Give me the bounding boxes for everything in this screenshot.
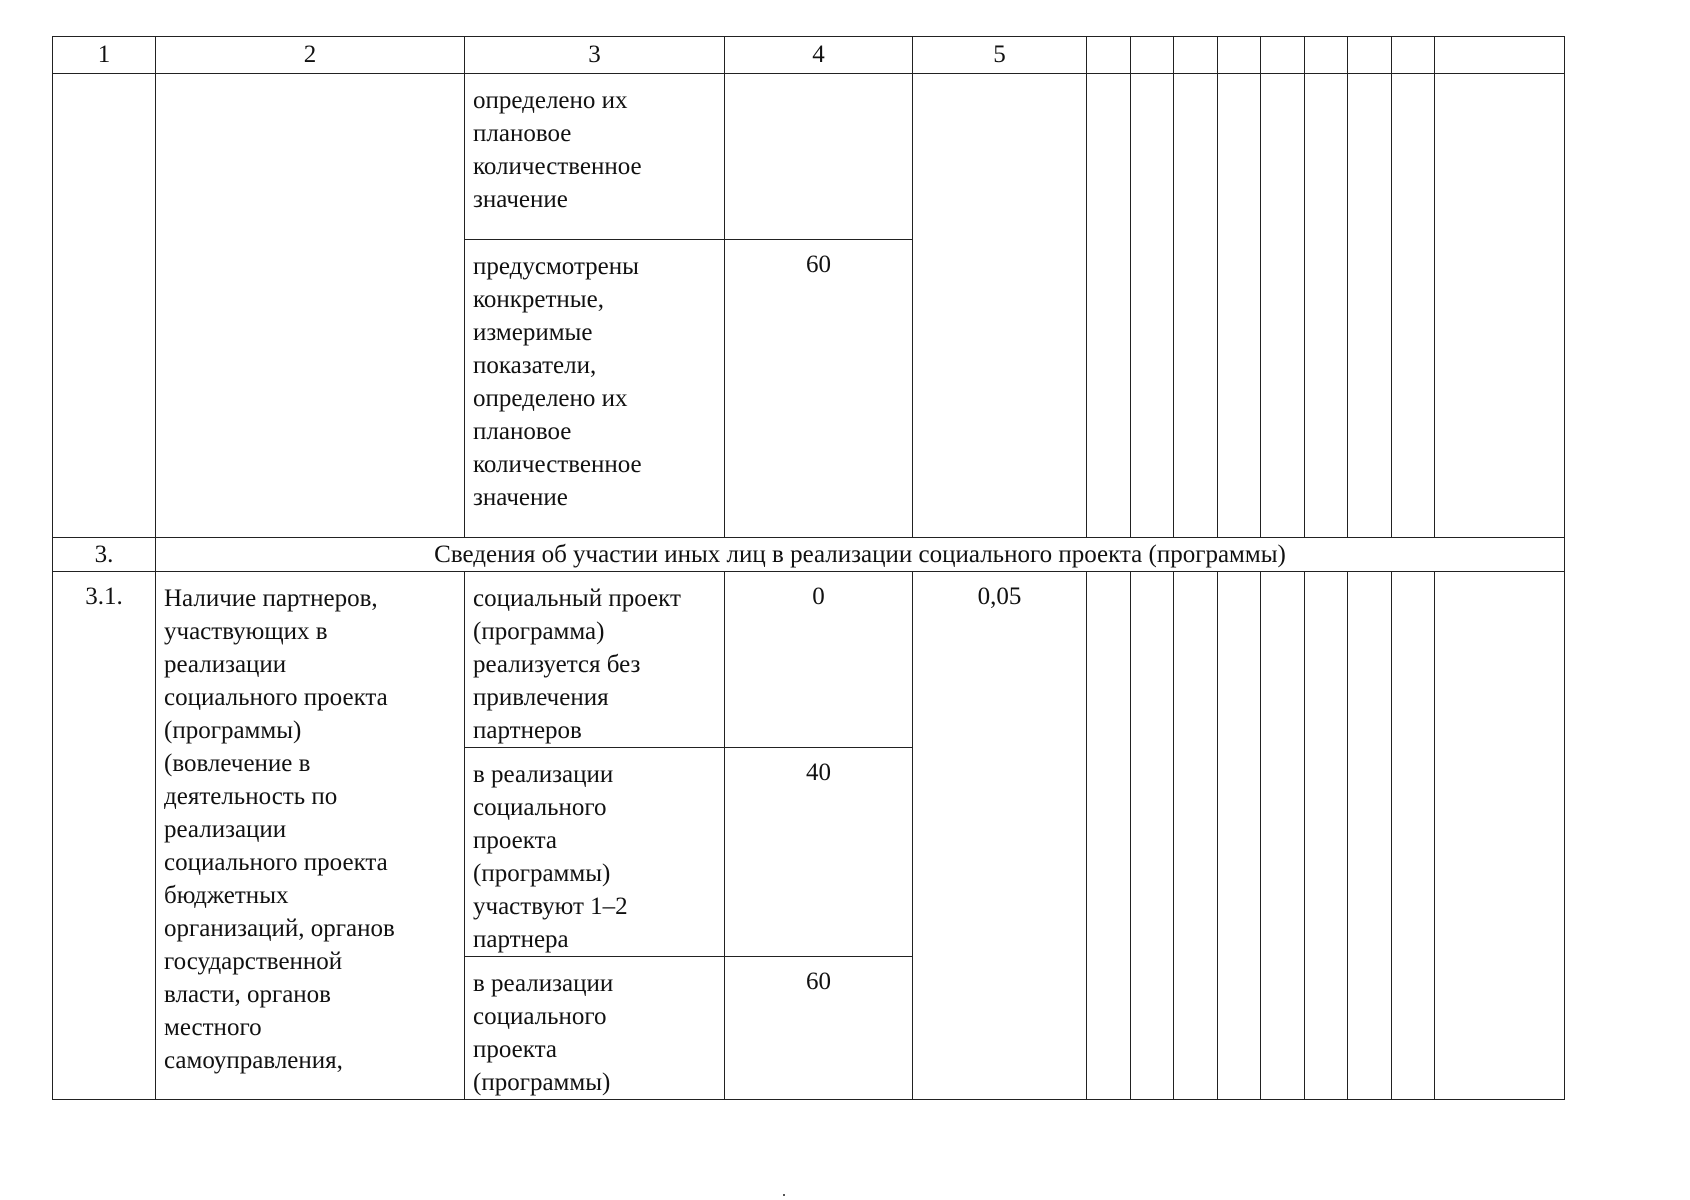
header-col-10: [1261, 37, 1305, 74]
item-number: 3.1.: [85, 583, 123, 610]
criterion-text: определено их плановое количественное значение: [473, 87, 642, 213]
header-col-14: [1435, 37, 1565, 74]
section-row: [53, 538, 1565, 572]
item-number-cell: [53, 572, 156, 1100]
score-text: 0: [812, 583, 825, 610]
item-name: Наличие партнеров, участвующих в реализации социального проекта (программы) (вовлечение в деятельность по реализации социального проекта бюджетных организаций, органов государственной власти, органов местного самоуправления,: [164, 585, 395, 1074]
table-row: [53, 74, 1565, 240]
item-name-cell: [156, 572, 465, 1100]
header-col-1: 1: [53, 37, 156, 74]
score-cell: [725, 572, 913, 748]
header-col-8: [1174, 37, 1218, 74]
score-cell: [725, 74, 913, 240]
score-cell: [725, 748, 913, 957]
score-text: 40: [806, 759, 831, 786]
header-col-9: [1218, 37, 1261, 74]
header-col-4: 4: [725, 37, 913, 74]
criterion-text: предусмотрены конкретные, измеримые показатели, определено их плановое количественное значение: [473, 253, 642, 511]
header-col-3: 3: [465, 37, 725, 74]
criterion-text: в реализации социального проекта (программы): [473, 970, 614, 1096]
header-row: [53, 37, 1565, 74]
criterion-text: социальный проект (программа) реализуется без привлечения партнеров: [473, 585, 681, 744]
weight-cell-blank: [913, 74, 1087, 538]
criterion-cell: [465, 748, 725, 957]
header-col-2: 2: [156, 37, 465, 74]
header-col-11: [1305, 37, 1348, 74]
header-col-7: [1131, 37, 1174, 74]
section-number: 3.: [53, 538, 156, 572]
weight-cell: [913, 572, 1087, 1100]
score-cell: [725, 957, 913, 1100]
criterion-cell: [465, 74, 725, 240]
score-cell: [725, 240, 913, 538]
criterion-cell: [465, 957, 725, 1100]
criterion-cell: [465, 240, 725, 538]
header-col-6: [1087, 37, 1131, 74]
cell-blank-number: [53, 74, 156, 538]
criterion-text: в реализации социального проекта (программы) участвуют 1–2 партнера: [473, 761, 628, 953]
criterion-cell: [465, 572, 725, 748]
scan-speck: [783, 1194, 785, 1196]
score-text: 60: [806, 251, 831, 278]
header-col-5: 5: [913, 37, 1087, 74]
cell-blank-name: [156, 74, 465, 538]
header-col-13: [1392, 37, 1435, 74]
score-text: 60: [806, 968, 831, 995]
criteria-table: [52, 36, 1565, 1100]
section-title: Сведения об участии иных лиц в реализации социального проекта (программы): [156, 538, 1565, 572]
weight-text: 0,05: [977, 583, 1022, 610]
header-col-12: [1348, 37, 1392, 74]
table-row: [53, 572, 1565, 748]
score-text: [725, 74, 912, 82]
